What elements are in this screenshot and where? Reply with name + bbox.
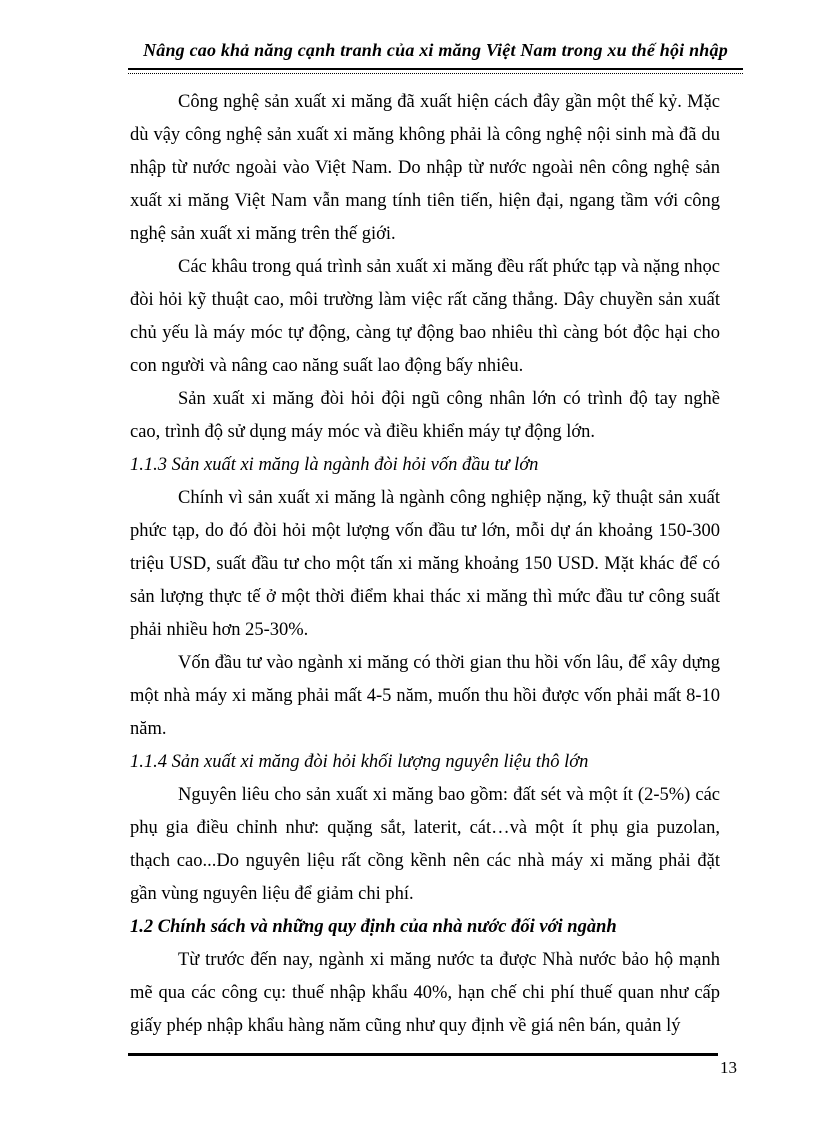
body-paragraph: Nguyên liêu cho sản xuất xi măng bao gồm: đất sét và một ít (2-5%) các phụ gia điều chỉnh như: quặng sắt, laterit, cát…và một ít phụ gia puzolan, thạch cao...Do nguyên liệu rất cồng kềnh nên các nhà máy xi măng phải đặt gần vùng nguyên liệu để giảm chi phí.	[130, 785, 720, 904]
section-heading-113: 1.1.3 Sản xuất xi măng là ngành đòi hỏi vốn đầu tư lớn	[130, 455, 539, 475]
section-heading-114: 1.1.4 Sản xuất xi măng đòi hỏi khối lượng nguyên liệu thô lớn	[130, 752, 589, 772]
body-paragraph: Vốn đầu tư vào ngành xi măng có thời gian thu hồi vốn lâu, để xây dựng một nhà máy xi măng phải mất 4-5 năm, muốn thu hồi được vốn phải mất 8-10 năm.	[130, 653, 720, 739]
body-paragraph: Chính vì sản xuất xi măng là ngành công nghiệp nặng, kỹ thuật sản xuất phức tạp, do đó đòi hỏi một lượng vốn đầu tư lớn, mỗi dự án khoảng 150-300 triệu USD, suất đầu tư cho một tấn xi măng khoảng 150 USD. Mặt khác để có sản lượng thực tế ở một thời điểm khai thác xi măng thì mức đầu tư công suất phải nhiều hơn 25-30%.	[130, 488, 720, 640]
body-paragraph: Công nghệ sản xuất xi măng đã xuất hiện cách đây gần một thế kỷ. Mặc dù vậy công nghệ sản xuất xi măng không phải là công nghệ nội sinh mà đã du nhập từ nước ngoài vào Việt Nam. Do nhập từ nước ngoài nên công nghệ sản xuất xi măng Việt Nam vẫn mang tính tiên tiến, hiện đại, ngang tầm với công nghệ sản xuất xi măng trên thế giới.	[130, 92, 720, 244]
document-body	[130, 86, 720, 1043]
footer-rule	[128, 1053, 718, 1056]
section-heading-12: 1.2 Chính sách và những quy định của nhà nước đối với ngành	[130, 917, 617, 937]
page-number: 13	[720, 1058, 737, 1077]
running-header-title: Nâng cao khả năng cạnh tranh của xi măng Việt Nam trong xu thế hội nhập	[143, 40, 728, 60]
body-paragraph: Sản xuất xi măng đòi hỏi đội ngũ công nhân lớn có trình độ tay nghề cao, trình độ sử dụng máy móc và điều khiển máy tự động lớn.	[130, 389, 720, 442]
body-paragraph: Từ trước đến nay, ngành xi măng nước ta được Nhà nước bảo hộ mạnh mẽ qua các công cụ: thuế nhập khẩu 40%, hạn chế chi phí thuế quan như cấp giấy phép nhập khẩu hàng năm cũng như quy định về giá nên bán, quản lý	[130, 950, 720, 1036]
body-paragraph: Các khâu trong quá trình sản xuất xi măng đều rất phức tạp và nặng nhọc đòi hỏi kỹ thuật cao, môi trường làm việc rất căng thẳng. Dây chuyền sản xuất chủ yếu là máy móc tự động, càng tự động bao nhiêu thì càng bót độc hại cho con người và nâng cao năng suất lao động bấy nhiêu.	[130, 257, 720, 376]
header-rule	[128, 68, 743, 74]
